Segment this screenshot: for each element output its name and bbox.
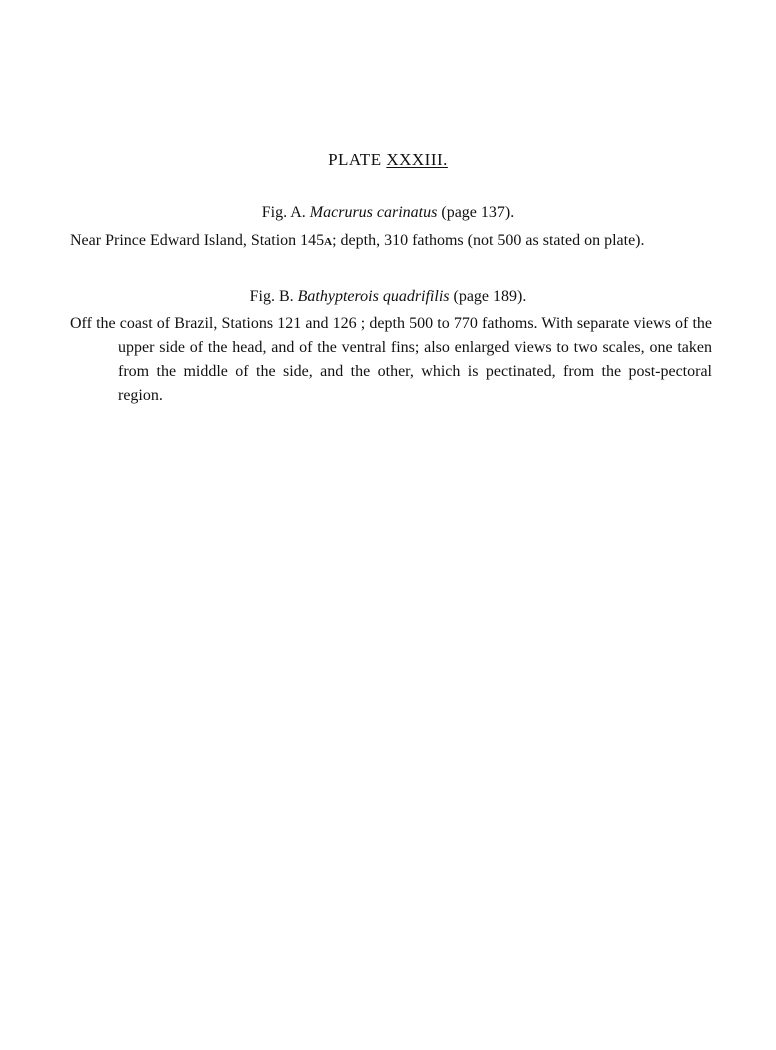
figure-b-heading [0, 288, 776, 306]
figure-a-label: Fig. A. [261, 204, 306, 221]
figure-a-page-ref: (page 137). [441, 204, 515, 221]
figure-a-station-suffix: A [324, 236, 333, 248]
figure-b-label: Fig. B. [249, 288, 294, 305]
plate-title [0, 150, 776, 170]
figure-a-description [70, 229, 712, 254]
figure-a-description-end: ; depth, 310 fathoms (not 500 as stated on plate). [332, 232, 645, 249]
figure-b-species: Bathypterois quadrifilis [297, 288, 450, 305]
plate-numeral: XXXIII. [386, 150, 448, 169]
figure-a-description-start: Near Prince Edward Island, Station 145 [70, 232, 325, 249]
plate-label: PLATE [328, 150, 382, 169]
figure-a-species: Macrurus carinatus [309, 204, 438, 221]
figure-b-page-ref: (page 189). [453, 288, 527, 305]
figure-a-heading [0, 204, 776, 222]
figure-b-description: Off the coast of Brazil, Stations 121 and 126 ; depth 500 to 770 fathoms. With separate views of the upper side of the head, and of the ventral fins; also enlarged views to two scales, one taken from the middle of the side, and the other, which is pectinated, from the post-pectoral region. [70, 315, 712, 404]
